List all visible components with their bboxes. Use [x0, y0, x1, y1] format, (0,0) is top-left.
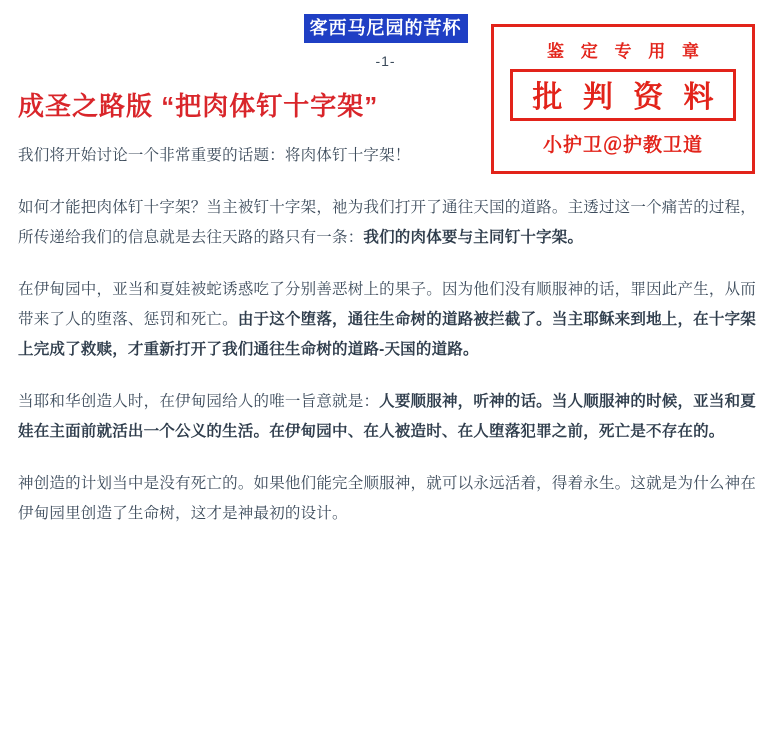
page-title: 成圣之路版 “把肉体钉十字架” — [18, 91, 379, 121]
plain-text: 神创造的计划当中是没有死亡的。如果他们能完全顺服神，就可以永远活着，得着永生。这就是为什么神在伊甸园里创造了生命树，这才是神最初的设计。 — [18, 475, 756, 522]
stamp-line-1: 鉴 定 专 用 章 — [547, 42, 705, 61]
paragraph-2 — [18, 193, 756, 253]
emphasis-text: 我们的肉体要与主同钉十字架。 — [363, 229, 584, 246]
stamp-line-3: 小护卫＠护教卫道 — [542, 135, 703, 156]
document-header-title: 客西马尼园的苦杯 — [304, 14, 468, 43]
document-body — [14, 141, 757, 529]
plain-text: 在伊甸园中，亚当和夏娃被蛇诱惑吃了分别善恶树上的果子。因为他们没有顺服神的话，罪因此产生，从而带来了人的堕落、惩罚和死亡。 — [18, 281, 756, 328]
paragraph-3 — [18, 275, 756, 365]
emphasis-text: 由于这个堕落，通往生命树的道路被拦截了。当主耶稣来到地上，在十字架上完成了救赎，才重新打开了我们通往生命树的道路-天国的道路。 — [18, 311, 756, 358]
stamp-line-2: 批 判 资 料 — [510, 69, 736, 121]
paragraph-5 — [18, 469, 756, 529]
emphasis-text: 人要顺服神，听神的话。当人顺服神的时候，亚当和夏娃在主面前就活出一个公义的生活。在伊甸园中、在人被造时、在人堕落犯罪之前，死亡是不存在的。 — [18, 393, 756, 440]
page-number: -1- — [375, 53, 396, 69]
plain-text: 如何才能把肉体钉十字架？当主被钉十字架，祂为我们打开了通往天国的道路。主透过这一个痛苦的过程，所传递给我们的信息就是去往天路的路只有一条： — [18, 199, 756, 246]
paragraph-4 — [18, 387, 756, 447]
plain-text: 我们将开始讨论一个非常重要的话题：将肉体钉十字架！ — [18, 147, 411, 164]
plain-text: 当耶和华创造人时，在伊甸园给人的唯一旨意就是： — [18, 393, 380, 410]
verification-stamp — [491, 24, 755, 174]
